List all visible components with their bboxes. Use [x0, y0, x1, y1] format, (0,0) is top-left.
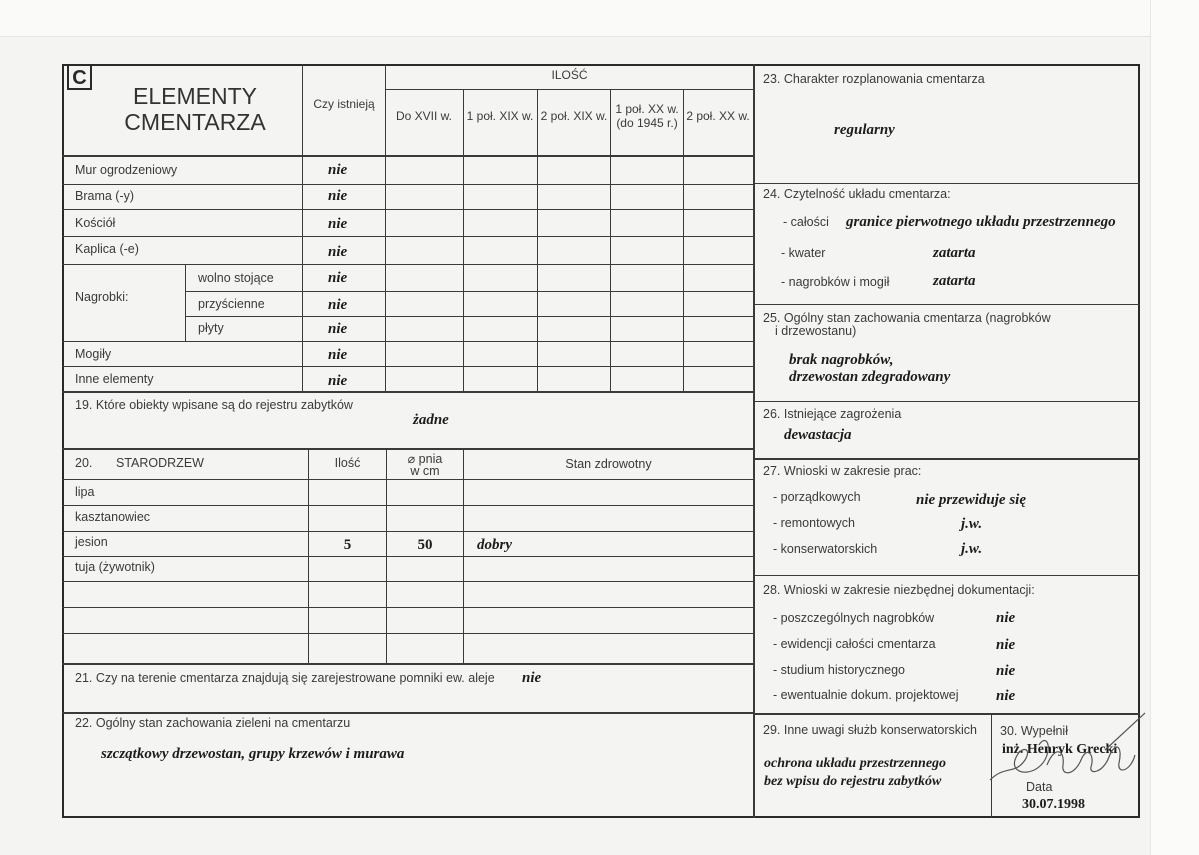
col-line-exists [385, 64, 386, 392]
element-label: wolno stojące [198, 271, 274, 285]
q27-item-value: j.w. [961, 541, 983, 557]
tree-name: kasztanowiec [75, 510, 151, 524]
period-header-4: 1 poł. XX w. (do 1945 r.) [615, 102, 679, 130]
title-line-1: ELEMENTY [133, 83, 257, 109]
element-exists: nie [328, 321, 348, 337]
q20-col-health-header: Stan zdrowotny [565, 457, 652, 471]
elements-bottom [62, 391, 753, 393]
q20-row-line [62, 531, 753, 532]
q28-item-label: - ewentualnie dokum. projektowej [773, 688, 959, 702]
q28-item-label: - studium historycznego [773, 663, 906, 677]
col-exists-header: Czy istnieją [313, 97, 375, 111]
q22-label: 22. Ogólny stan zachowania zieleni na cmentarzu [75, 716, 351, 730]
q20-title: STARODRZEW [116, 456, 204, 470]
element-exists: nie [328, 347, 348, 363]
q28-item-value: nie [996, 610, 1016, 626]
element-exists: nie [328, 270, 348, 286]
q28-item-label: - ewidencji całości cmentarza [773, 637, 936, 651]
q29-label: 29. Inne uwagi służb konserwatorskich [763, 723, 978, 737]
form-frame [62, 64, 1140, 818]
q20-row-line [62, 607, 753, 608]
col-line-names [302, 64, 303, 392]
col-line-p1 [463, 89, 464, 392]
q25-label-1: 25. Ogólny stan zachowania cmentarza (nagrobków [763, 311, 1051, 325]
period-header-2: 1 poł. XIX w. [466, 109, 534, 123]
q26-value: dewastacja [784, 427, 852, 443]
q26-label: 26. Istniejące zagrożenia [763, 407, 902, 421]
q20-col-diam-header-2: w cm [410, 464, 440, 478]
q19-label: 19. Które obiekty wpisane są do rejestru zabytków [75, 398, 353, 412]
element-label: Brama (-y) [75, 189, 135, 203]
col-line-p2 [537, 89, 538, 392]
signature-drawing [985, 705, 1155, 795]
element-exists: nie [328, 373, 348, 389]
q21-label: 21. Czy na terenie cmentarza znajdują się zarejestrowane pomniki ew. aleje [75, 671, 495, 685]
row-line [62, 366, 753, 367]
q27-item-label: - remontowych [773, 516, 855, 530]
title-line-2: CMENTARZA [124, 109, 266, 135]
element-label: płyty [198, 321, 224, 335]
element-label: Kościół [75, 216, 116, 230]
divider-left-right [753, 64, 755, 818]
period-header-5: 2 poł. XX w. [686, 109, 750, 123]
q30-date: 30.07.1998 [1022, 797, 1085, 812]
q27-item-label: - konserwatorskich [773, 542, 878, 556]
row-line [62, 209, 753, 210]
q24-label: 24. Czytelność układu cmentarza: [763, 187, 951, 201]
q27-item-value: nie przewiduje się [916, 492, 1027, 508]
col-line-p3 [610, 89, 611, 392]
element-label: Inne elementy [75, 372, 154, 386]
q28-label: 28. Wnioski w zakresie niezbędnej dokumentacji: [763, 583, 1035, 597]
tree-name: lipa [75, 485, 95, 499]
q20-header-line [62, 479, 753, 480]
q30-date-label: Data [1026, 780, 1053, 794]
element-exists: nie [328, 216, 348, 232]
q25-label-2: i drzewostanu) [775, 324, 857, 338]
elements-header-bottom [62, 155, 753, 157]
nagrobki-split [185, 264, 186, 341]
q27-item-label: - porządkowych [773, 490, 861, 504]
q29-value-1: ochrona układu przestrzennego [764, 756, 947, 771]
divider-26-27 [754, 458, 1140, 460]
divider-23-24 [754, 183, 1140, 184]
q30-name: inż. Henryk Grecki [1002, 742, 1118, 757]
q20-row-line [62, 556, 753, 557]
row-line [62, 264, 753, 265]
tree-health: dobry [477, 537, 512, 553]
q24-item-value: zatarta [933, 273, 976, 289]
q19-value: żadne [413, 412, 449, 428]
q21-value: nie [522, 670, 542, 686]
q23-label: 23. Charakter rozplanowania cmentarza [763, 72, 985, 86]
q27-item-value: j.w. [961, 516, 983, 532]
q21-bottom [62, 712, 753, 714]
element-label: Mogiły [75, 347, 112, 361]
q24-item-label: - nagrobków i mogił [781, 275, 890, 289]
ilosc-header-line [386, 89, 753, 90]
row-line [62, 236, 753, 237]
q24-item-value: zatarta [933, 245, 976, 261]
q25-value-1: brak nagrobków, [789, 352, 894, 368]
q23-value: regularny [834, 122, 895, 138]
q27-label: 27. Wnioski w zakresie prac: [763, 464, 922, 478]
q22-value: szczątkowy drzewostan, grupy krzewów i murawa [101, 746, 405, 762]
q20-col-qty-header: Ilość [334, 456, 361, 470]
q20-bottom [62, 663, 753, 665]
q24-item-label: - całości [783, 215, 829, 229]
row-line [62, 184, 753, 185]
element-exists: nie [328, 297, 348, 313]
element-exists: nie [328, 162, 348, 178]
nagrobki-group-label: Nagrobki: [75, 290, 129, 304]
page-right-edge [1150, 0, 1199, 855]
element-label: Mur ogrodzeniowy [75, 163, 178, 177]
period-header-1: Do XVII w. [395, 109, 453, 123]
col-line-p4 [683, 89, 684, 392]
q28-item-value: nie [996, 688, 1016, 704]
divider-25-26 [754, 401, 1140, 402]
q19-bottom [62, 448, 753, 450]
q28-item-value: nie [996, 663, 1016, 679]
row-line [62, 341, 753, 342]
q25-value-2: drzewostan zdegradowany [789, 369, 951, 385]
element-exists: nie [328, 244, 348, 260]
row-line [185, 291, 753, 292]
q30-label: 30. Wypełnił [1000, 724, 1068, 738]
section-badge: C [67, 64, 92, 90]
tree-name: jesion [75, 535, 108, 549]
q24-item-label: - kwater [781, 246, 826, 260]
q28-item-value: nie [996, 637, 1016, 653]
period-header-3: 2 poł. XIX w. [540, 109, 608, 123]
divider-24-25 [754, 304, 1140, 305]
tree-name: tuja (żywotnik) [75, 560, 155, 574]
divider-27-28 [754, 575, 1140, 576]
tree-diameter: 50 [417, 537, 433, 553]
q20-row-line [62, 633, 753, 634]
q24-item-value: granice pierwotnego układu przestrzennego [846, 214, 1116, 230]
tree-qty: 5 [343, 537, 352, 553]
q28-item-label: - poszczególnych nagrobków [773, 611, 935, 625]
element-exists: nie [328, 188, 348, 204]
element-label: Kaplica (-e) [75, 242, 139, 256]
col-ilosc-header: ILOŚĆ [551, 68, 588, 82]
q20-row-line [62, 581, 753, 582]
q29-value-2: bez wpisu do rejestru zabytków [764, 774, 942, 789]
q20-row-line [62, 505, 753, 506]
q20-col-diam-header-1: ⌀ pnia [407, 452, 443, 466]
q20-number: 20. [75, 456, 93, 470]
row-line [185, 316, 753, 317]
element-label: przyścienne [198, 297, 265, 311]
page-top-edge [0, 0, 1199, 37]
